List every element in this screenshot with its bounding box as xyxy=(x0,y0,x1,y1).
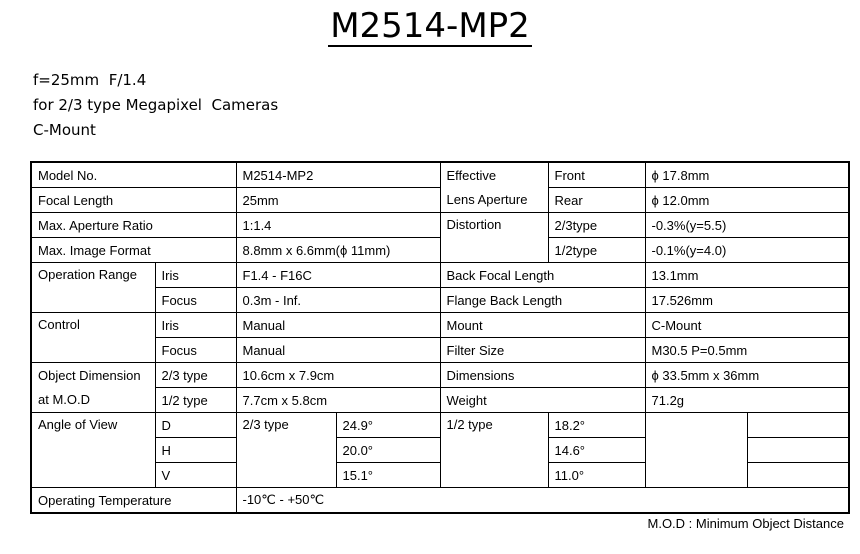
max-aperture-value: 1:1.4 xyxy=(236,213,440,238)
table-row xyxy=(31,388,849,413)
mount-value: C-Mount xyxy=(645,313,849,338)
operating-temperature-value: -10℃ - +50℃ xyxy=(236,488,849,514)
op-focus-value: 0.3m - Inf. xyxy=(236,288,440,313)
title-text: M2514-MP2 xyxy=(330,6,530,46)
weight-value: 71.2g xyxy=(645,388,849,413)
table-row xyxy=(31,313,849,338)
lens-aperture-label: Lens Aperture xyxy=(440,188,548,213)
ctrl-iris-label: Iris xyxy=(155,313,236,338)
aov-12-label: 1/2 type xyxy=(440,413,548,488)
aov-23-d-value: 24.9° xyxy=(336,413,440,438)
back-focal-value: 13.1mm xyxy=(645,263,849,288)
at-mod-label: at M.O.D xyxy=(31,388,155,413)
table-row xyxy=(31,213,849,238)
aov-d-label: D xyxy=(155,413,236,438)
rear-label: Rear xyxy=(548,188,645,213)
spec-table xyxy=(30,161,850,514)
op-iris-value: F1.4 - F16C xyxy=(236,263,440,288)
od-23-value: 10.6cm x 7.9cm xyxy=(236,363,440,388)
aov-12-d-value: 18.2° xyxy=(548,413,645,438)
od-12-value: 7.7cm x 5.8cm xyxy=(236,388,440,413)
rear-value: ϕ 12.0mm xyxy=(645,188,849,213)
page-title xyxy=(0,6,860,47)
aov-12-h-value: 14.6° xyxy=(548,438,645,463)
weight-label: Weight xyxy=(440,388,645,413)
table-row xyxy=(31,363,849,388)
aov-23-v-value: 15.1° xyxy=(336,463,440,488)
object-dimension-label: Object Dimension xyxy=(31,363,155,388)
op-iris-label: Iris xyxy=(155,263,236,288)
model-no-label: Model No. xyxy=(31,162,236,188)
filter-size-value: M30.5 P=0.5mm xyxy=(645,338,849,363)
table-row xyxy=(31,188,849,213)
operating-temperature-label: Operating Temperature xyxy=(31,488,236,514)
angle-of-view-label: Angle of View xyxy=(31,413,155,488)
footnote: M.O.D : Minimum Object Distance xyxy=(647,516,844,531)
table-row xyxy=(31,263,849,288)
focal-aperture-line: f=25mm F/1.4 xyxy=(33,71,147,89)
camera-type-line: for 2/3 type Megapixel Cameras xyxy=(33,96,279,114)
ctrl-iris-value: Manual xyxy=(236,313,440,338)
op-focus-label: Focus xyxy=(155,288,236,313)
ctrl-focus-label: Focus xyxy=(155,338,236,363)
distortion-23-label: 2/3type xyxy=(548,213,645,238)
aov-v-label: V xyxy=(155,463,236,488)
dimensions-value: ϕ 33.5mm x 36mm xyxy=(645,363,849,388)
distortion-23-value: -0.3%(y=5.5) xyxy=(645,213,849,238)
aov-h-label: H xyxy=(155,438,236,463)
mount-line: C-Mount xyxy=(33,121,96,139)
table-row xyxy=(31,413,849,438)
empty-cell xyxy=(645,413,747,488)
table-row xyxy=(31,488,849,514)
front-label: Front xyxy=(548,162,645,188)
mount-label: Mount xyxy=(440,313,645,338)
focal-length-label: Focal Length xyxy=(31,188,236,213)
distortion-label: Distortion xyxy=(440,213,548,263)
front-value: ϕ 17.8mm xyxy=(645,162,849,188)
aov-23-h-value: 20.0° xyxy=(336,438,440,463)
empty-cell xyxy=(747,438,849,463)
model-no-value: M2514-MP2 xyxy=(236,162,440,188)
ctrl-focus-value: Manual xyxy=(236,338,440,363)
distortion-12-value: -0.1%(y=4.0) xyxy=(645,238,849,263)
empty-cell xyxy=(747,413,849,438)
table-row xyxy=(31,162,849,188)
control-label: Control xyxy=(31,313,155,363)
dimensions-label: Dimensions xyxy=(440,363,645,388)
filter-size-label: Filter Size xyxy=(440,338,645,363)
focal-length-value: 25mm xyxy=(236,188,440,213)
distortion-12-label: 1/2type xyxy=(548,238,645,263)
max-image-value: 8.8mm x 6.6mm(ϕ 11mm) xyxy=(236,238,440,263)
empty-cell xyxy=(747,463,849,488)
aov-23-label: 2/3 type xyxy=(236,413,336,488)
effective-label: Effective xyxy=(440,162,548,188)
back-focal-label: Back Focal Length xyxy=(440,263,645,288)
operation-range-label: Operation Range xyxy=(31,263,155,313)
flange-back-value: 17.526mm xyxy=(645,288,849,313)
od-23-label: 2/3 type xyxy=(155,363,236,388)
max-aperture-label: Max. Aperture Ratio xyxy=(31,213,236,238)
od-12-label: 1/2 type xyxy=(155,388,236,413)
flange-back-label: Flange Back Length xyxy=(440,288,645,313)
intro-block xyxy=(33,68,278,143)
aov-12-v-value: 11.0° xyxy=(548,463,645,488)
max-image-label: Max. Image Format xyxy=(31,238,236,263)
